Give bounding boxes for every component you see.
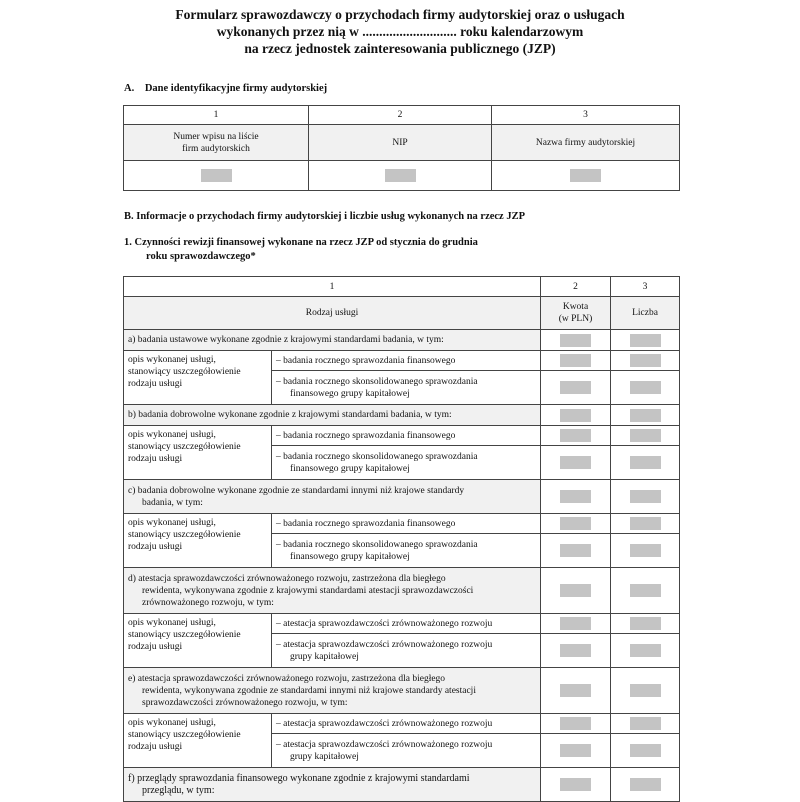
row-b-amount[interactable] <box>541 405 611 426</box>
row-c-amount[interactable] <box>541 480 611 514</box>
row-e-attestation-amount[interactable] <box>541 714 611 734</box>
row-e-sustainability-attestation-other: e) atestacja sprawozdawczości zrównoważonego rozwoju, zastrzeżona dla biegłego rewidenta, wykonywana zgodnie ze standardami innymi niż krajowe standardy atestacji sprawozdawczości zrównoważonego rozwoju, w tym: <box>124 668 541 714</box>
row-c-annual-report: – badania rocznego sprawozdania finansowego <box>272 514 541 534</box>
row-b-description-label: opis wykonanej usługi, stanowiący uszczegółowienie rodzaju usługi <box>124 426 272 480</box>
row-d-attestation-group: – atestacja sprawozdawczości zrównoważonego rozwoju grupy kapitałowej <box>272 634 541 668</box>
input-box[interactable] <box>630 617 661 630</box>
row-b-annual-amount[interactable] <box>541 426 611 446</box>
input-box[interactable] <box>630 490 661 503</box>
id-col-number-3: 3 <box>492 106 680 125</box>
input-box[interactable] <box>560 517 591 530</box>
row-c-voluntary-audits-other-standards: c) badania dobrowolne wykonane zgodnie ze standardami innymi niż krajowe standardy badania, w tym: <box>124 480 541 514</box>
input-box[interactable] <box>560 544 591 557</box>
id-col-number-2: 2 <box>309 106 492 125</box>
input-box[interactable] <box>630 684 661 697</box>
input-box[interactable] <box>630 409 661 422</box>
input-box[interactable] <box>560 584 591 597</box>
row-c-consolidated-report: – badania rocznego skonsolidowanego sprawozdania finansowego grupy kapitałowej <box>272 534 541 568</box>
col-number-3: 3 <box>611 277 680 297</box>
row-f-financial-statement-reviews: f) przeglądy sprawozdania finansowego wykonane zgodnie z krajowymi standardami przeglądu, w tym: <box>124 768 541 802</box>
nip-field[interactable] <box>309 161 492 191</box>
input-box[interactable] <box>560 744 591 757</box>
row-c-consolidated-amount[interactable] <box>541 534 611 568</box>
identification-table <box>123 105 680 191</box>
section-b-heading: B. Informacje o przychodach firmy audytorskiej i liczbie usług wykonanych na rzecz JZP <box>124 211 526 222</box>
row-a-annual-count[interactable] <box>611 351 680 371</box>
row-f-count[interactable] <box>611 768 680 802</box>
row-b-count[interactable] <box>611 405 680 426</box>
input-box[interactable] <box>630 381 661 394</box>
id-header-nip: NIP <box>309 125 492 161</box>
row-d-description-label: opis wykonanej usługi, stanowiący uszczegółowienie rodzaju usługi <box>124 614 272 668</box>
input-box[interactable] <box>560 778 591 791</box>
input-box[interactable] <box>560 490 591 503</box>
row-a-count[interactable] <box>611 330 680 351</box>
row-e-amount[interactable] <box>541 668 611 714</box>
firm-name-field[interactable] <box>492 161 680 191</box>
input-box[interactable] <box>630 778 661 791</box>
header-count: Liczba <box>611 297 680 330</box>
title-line-1: Formularz sprawozdawczy o przychodach firmy audytorskiej oraz o usługach <box>175 7 625 22</box>
row-d-attestation-amount[interactable] <box>541 614 611 634</box>
row-d-attestation-count[interactable] <box>611 614 680 634</box>
input-box[interactable] <box>560 644 591 657</box>
id-header-firm-name: Nazwa firmy audytorskiej <box>492 125 680 161</box>
col-number-1: 1 <box>124 277 541 297</box>
row-a-description-label: opis wykonanej usługi, stanowiący uszczegółowienie rodzaju usługi <box>124 351 272 405</box>
input-box[interactable] <box>560 354 591 367</box>
section-a-title: Dane identyfikacyjne firmy audytorskiej <box>144 83 328 94</box>
row-b-consolidated-count[interactable] <box>611 446 680 480</box>
row-a-annual-amount[interactable] <box>541 351 611 371</box>
row-e-attestation-group-amount[interactable] <box>541 734 611 768</box>
input-box[interactable] <box>630 717 661 730</box>
row-c-annual-amount[interactable] <box>541 514 611 534</box>
row-c-consolidated-count[interactable] <box>611 534 680 568</box>
section-a-letter: A. <box>124 83 135 94</box>
row-e-count[interactable] <box>611 668 680 714</box>
input-box[interactable] <box>385 169 416 182</box>
form-title <box>0 6 800 57</box>
input-box[interactable] <box>630 334 661 347</box>
row-b-annual-count[interactable] <box>611 426 680 446</box>
row-d-sustainability-attestation-national: d) atestacja sprawozdawczości zrównoważonego rozwoju, zastrzeżona dla biegłego rewidenta, wykonywana zgodnie z krajowymi standardami atestacji sprawozdawczości zrównoważonego rozwoju, w tym: <box>124 568 541 614</box>
input-box[interactable] <box>630 354 661 367</box>
register-number-field[interactable] <box>124 161 309 191</box>
row-e-attestation-group-count[interactable] <box>611 734 680 768</box>
row-d-count[interactable] <box>611 568 680 614</box>
input-box[interactable] <box>560 456 591 469</box>
row-f-amount[interactable] <box>541 768 611 802</box>
col-number-2: 2 <box>541 277 611 297</box>
row-d-attestation: – atestacja sprawozdawczości zrównoważonego rozwoju <box>272 614 541 634</box>
row-e-description-label: opis wykonanej usługi, stanowiący uszczegółowienie rodzaju usługi <box>124 714 272 768</box>
input-box[interactable] <box>560 381 591 394</box>
input-box[interactable] <box>560 429 591 442</box>
row-c-description-label: opis wykonanej usługi, stanowiący uszczegółowienie rodzaju usługi <box>124 514 272 568</box>
row-a-annual-report: – badania rocznego sprawozdania finansowego <box>272 351 541 371</box>
id-col-number-1: 1 <box>124 106 309 125</box>
input-box[interactable] <box>570 169 601 182</box>
input-box[interactable] <box>560 334 591 347</box>
title-line-3: na rzecz jednostek zainteresowania publicznego (JZP) <box>244 41 556 56</box>
row-a-amount[interactable] <box>541 330 611 351</box>
row-e-attestation-count[interactable] <box>611 714 680 734</box>
title-line-2-end: roku kalendarzowym <box>460 24 584 39</box>
input-box[interactable] <box>560 717 591 730</box>
input-box[interactable] <box>630 429 661 442</box>
audit-services-table <box>123 276 680 802</box>
row-b-voluntary-audits: b) badania dobrowolne wykonane zgodnie z krajowymi standardami badania, w tym: <box>124 405 541 426</box>
row-b-consolidated-amount[interactable] <box>541 446 611 480</box>
header-amount: Kwota (w PLN) <box>541 297 611 330</box>
row-a-consolidated-report: – badania rocznego skonsolidowanego sprawozdania finansowego grupy kapitałowej <box>272 371 541 405</box>
input-box[interactable] <box>560 409 591 422</box>
input-box[interactable] <box>630 517 661 530</box>
subsection-1-heading: 1. Czynności rewizji finansowej wykonane na rzecz JZP od stycznia do grudnia roku sprawozdawczego* <box>124 237 478 262</box>
row-c-annual-count[interactable] <box>611 514 680 534</box>
row-a-statutory-audits: a) badania ustawowe wykonane zgodnie z krajowymi standardami badania, w tym: <box>124 330 541 351</box>
row-a-consolidated-count[interactable] <box>611 371 680 405</box>
year-placeholder-dots: ............................ <box>362 24 457 39</box>
input-box[interactable] <box>630 544 661 557</box>
title-line-2-start: wykonanych przez nią w <box>216 24 359 39</box>
row-a-consolidated-amount[interactable] <box>541 371 611 405</box>
section-a-heading <box>124 82 327 96</box>
header-service-type: Rodzaj usługi <box>124 297 541 330</box>
row-e-attestation: – atestacja sprawozdawczości zrównoważonego rozwoju <box>272 714 541 734</box>
id-header-register-number: Numer wpisu na liście firm audytorskich <box>124 125 309 161</box>
row-e-attestation-group: – atestacja sprawozdawczości zrównoważonego rozwoju grupy kapitałowej <box>272 734 541 768</box>
input-box[interactable] <box>560 684 591 697</box>
row-b-annual-report: – badania rocznego sprawozdania finansowego <box>272 426 541 446</box>
title-line-2 <box>0 23 800 40</box>
row-d-attestation-group-count[interactable] <box>611 634 680 668</box>
row-c-count[interactable] <box>611 480 680 514</box>
input-box[interactable] <box>630 584 661 597</box>
input-box[interactable] <box>630 744 661 757</box>
row-b-consolidated-report: – badania rocznego skonsolidowanego sprawozdania finansowego grupy kapitałowej <box>272 446 541 480</box>
input-box[interactable] <box>201 169 232 182</box>
input-box[interactable] <box>560 617 591 630</box>
row-d-attestation-group-amount[interactable] <box>541 634 611 668</box>
row-d-amount[interactable] <box>541 568 611 614</box>
input-box[interactable] <box>630 456 661 469</box>
input-box[interactable] <box>630 644 661 657</box>
